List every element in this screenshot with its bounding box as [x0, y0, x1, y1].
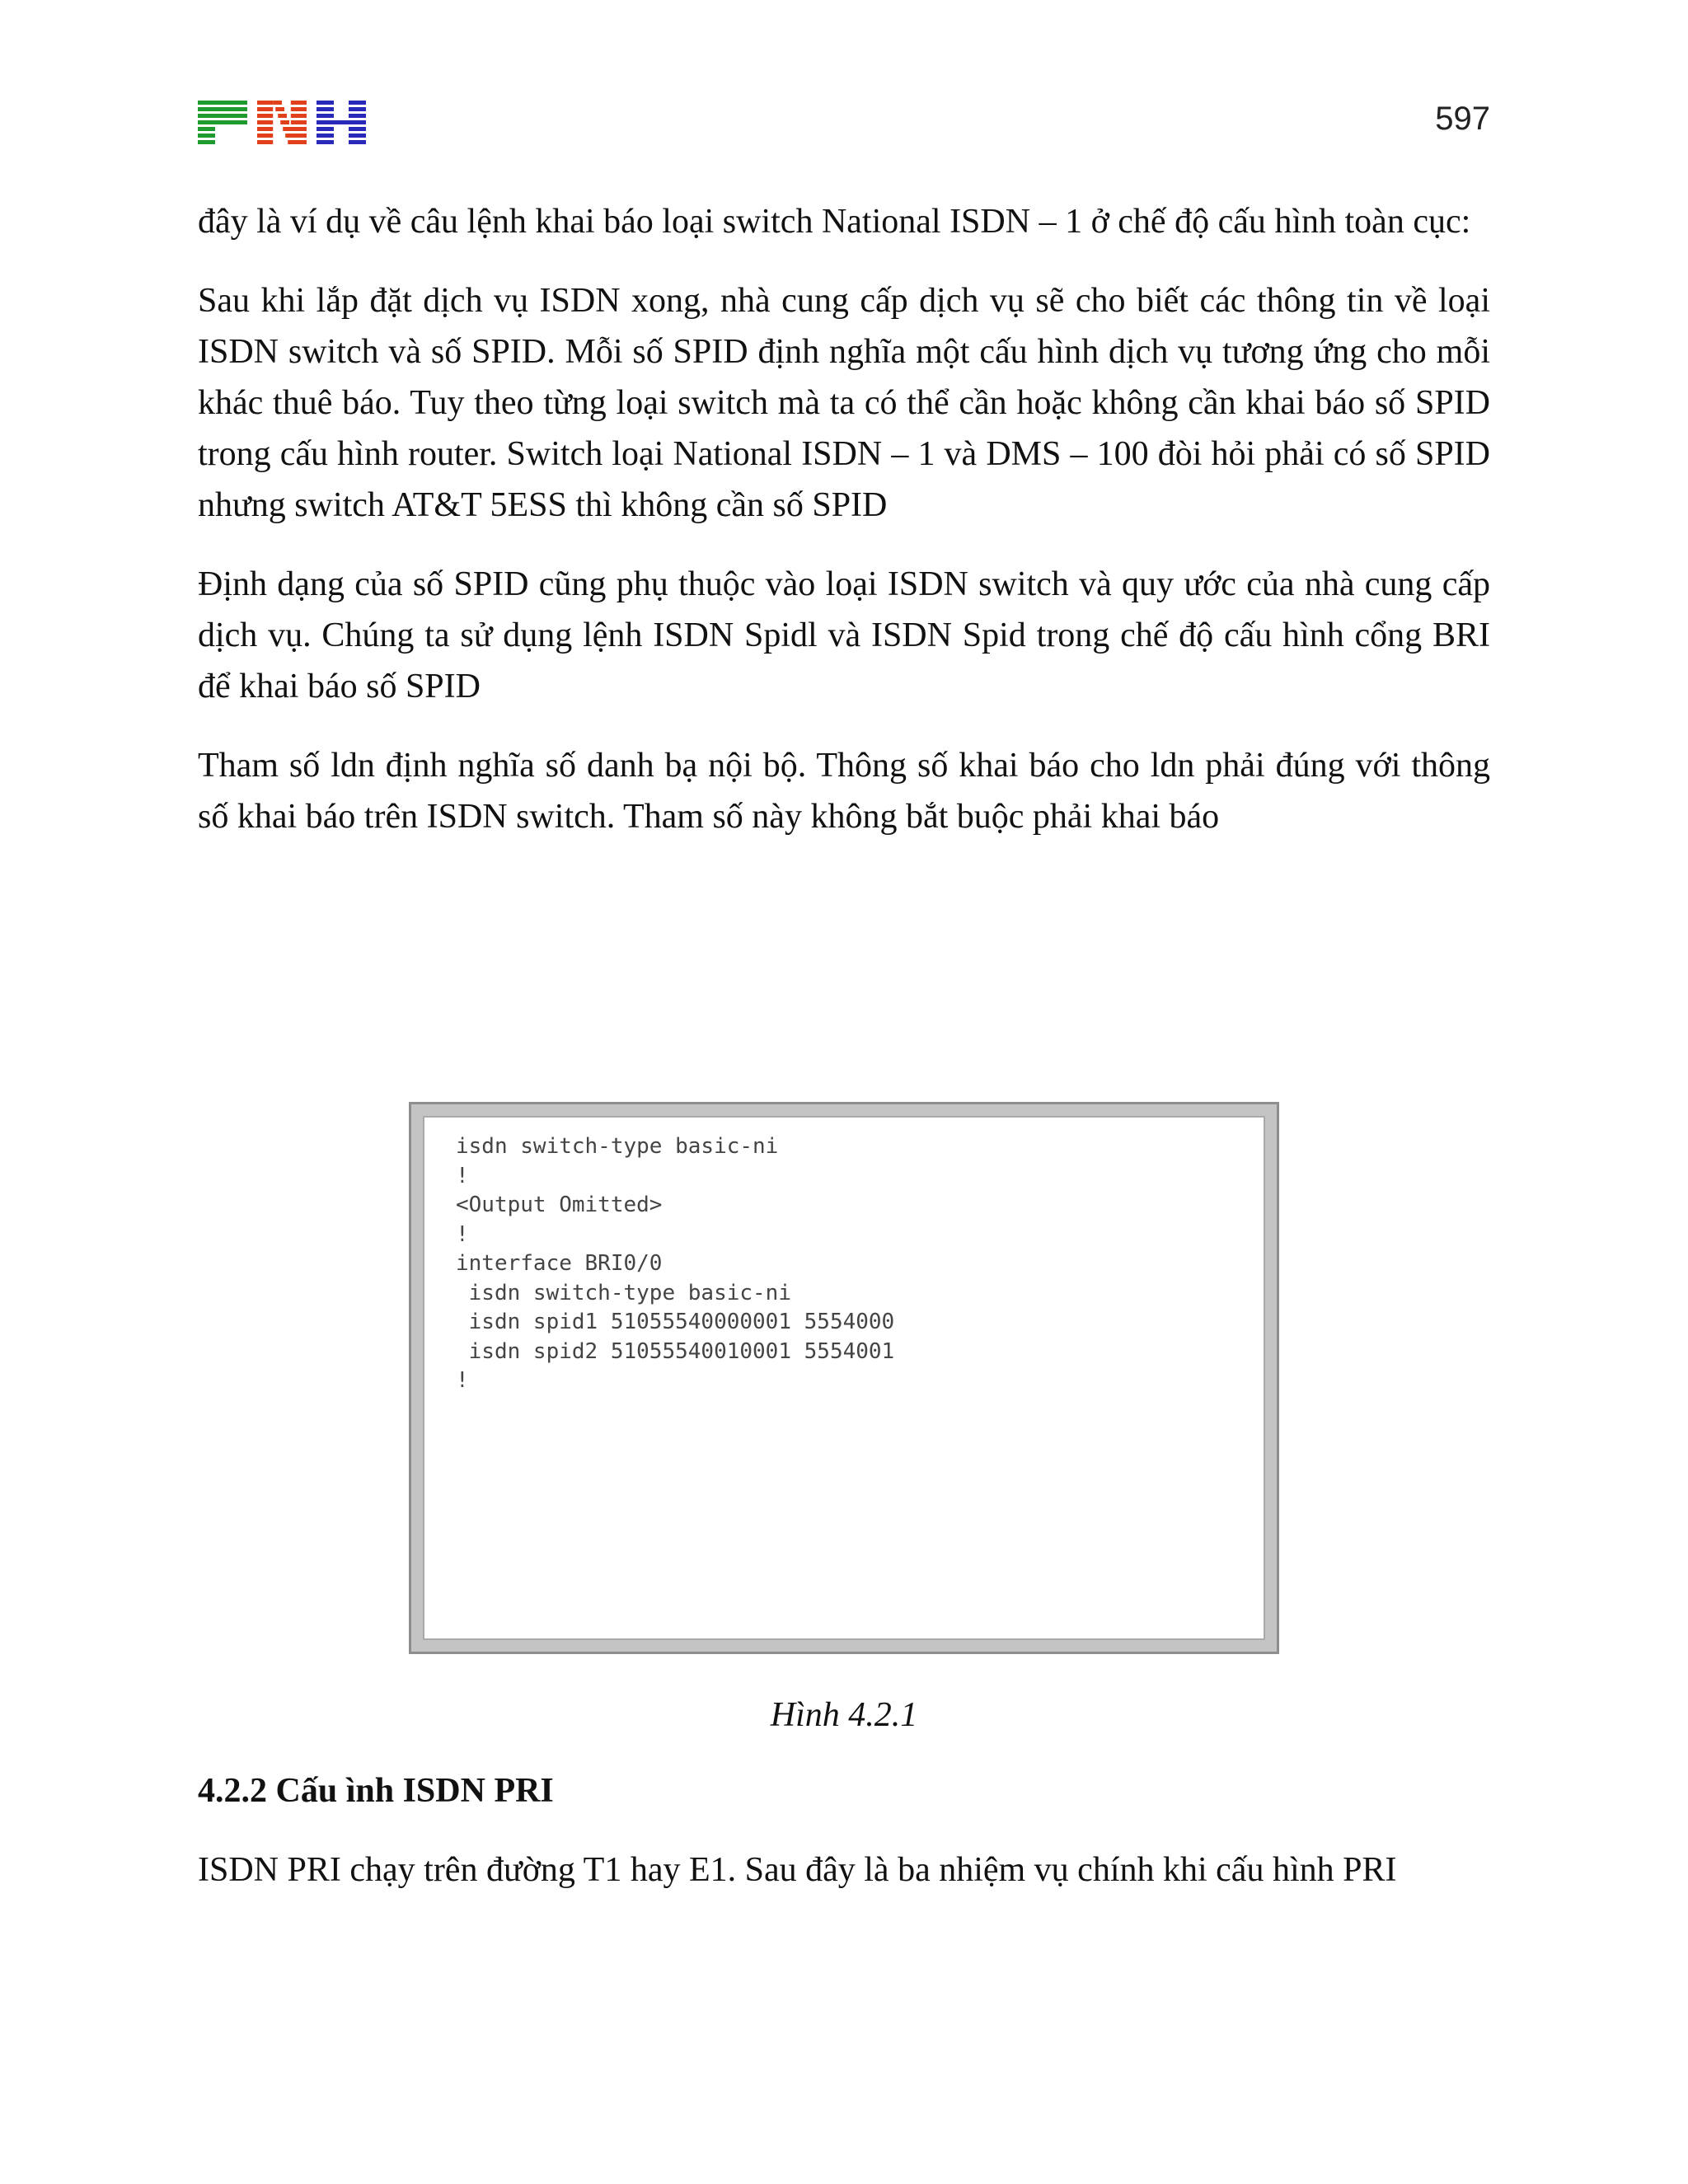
logo-stripe — [291, 127, 307, 131]
code-line: isdn spid1 51055540000001 5554000 — [456, 1310, 895, 1334]
logo-stripe — [198, 120, 247, 124]
paragraph-4: Tham số ldn định nghĩa số danh bạ nội bộ. Thông số khai báo cho ldn phải đúng với thông số khai báo trên ISDN switch. Tham số này không bắt buộc phải khai báo — [198, 747, 1490, 836]
logo-stripe — [198, 107, 247, 111]
code-line: isdn spid2 51055540010001 5554001 — [456, 1338, 895, 1364]
logo-stripe — [349, 134, 366, 138]
logo-stripe — [257, 127, 273, 131]
logo-stripe — [291, 107, 307, 111]
code-line: <Output Omitted> — [456, 1193, 663, 1217]
page-number: 597 — [1435, 101, 1490, 137]
logo-stripe — [316, 101, 334, 105]
logo-stripe — [198, 101, 247, 105]
code-line: isdn switch-type basic-ni — [456, 1280, 791, 1305]
code-line: ! — [456, 1221, 469, 1247]
logo-stripe — [283, 127, 292, 131]
logo-stripe — [316, 114, 334, 118]
logo-stripe — [291, 120, 307, 124]
logo-stripe — [257, 114, 273, 118]
section-paragraph: ISDN PRI chạy trên đường T1 hay E1. Sau đây là ba nhiệm vụ chính khi cấu hình PRI — [198, 1851, 1397, 1889]
pnh-logo — [198, 101, 367, 147]
code-listing — [423, 1116, 1265, 1640]
logo-stripe — [275, 107, 284, 111]
logo-stripe — [198, 140, 215, 144]
logo-stripe — [198, 114, 247, 118]
paragraph-1: đây là ví dụ về câu lệnh khai báo loại switch National ISDN – 1 ở chế độ cấu hình toàn cục: — [198, 203, 1471, 241]
logo-stripe — [291, 114, 307, 118]
logo-stripe — [316, 120, 366, 124]
logo-stripe — [257, 120, 273, 124]
logo-stripe — [198, 134, 215, 138]
section-body — [198, 1844, 1490, 1924]
logo-stripe — [257, 140, 273, 144]
paragraph-2: Sau khi lắp đặt dịch vụ ISDN xong, nhà cung cấp dịch vụ sẽ cho biết các thông tin về loại ISDN switch và số SPID. Mỗi số SPID định nghĩa một cấu hình dịch vụ tương ứng cho mỗi khác thuê báo. Tuy theo từng loại switch mà ta có thể cần hoặc không cần khai báo số SPID trong cấu hình router. Switch loại National ISDN – 1 và DMS – 100 đòi hỏi phải có số SPID nhưng switch AT&T 5ESS thì không cần số SPID — [198, 282, 1490, 524]
logo-stripe — [316, 127, 334, 131]
logo-stripe — [316, 107, 334, 111]
logo-stripe — [198, 127, 215, 131]
logo-stripe — [280, 120, 289, 124]
logo-stripe — [316, 134, 334, 138]
code-line: ! — [456, 1368, 469, 1393]
logo-stripe — [257, 107, 273, 111]
logo-stripe — [316, 140, 334, 144]
body-text — [198, 196, 1490, 870]
code-line: interface BRI0/0 — [456, 1251, 663, 1276]
logo-stripe — [349, 114, 366, 118]
logo-stripe — [349, 140, 366, 144]
logo-stripe — [285, 134, 294, 138]
figure-caption: Hình 4.2.1 — [770, 1696, 918, 1734]
logo-stripe — [349, 107, 366, 111]
logo-stripe — [349, 127, 366, 131]
logo-stripe — [288, 140, 297, 144]
logo-stripe — [349, 101, 366, 105]
logo-stripe — [257, 101, 273, 105]
section-heading: 4.2.2 Cấu ình ISDN PRI — [198, 1772, 554, 1810]
code-line: isdn switch-type basic-ni — [456, 1134, 779, 1159]
logo-stripe — [278, 114, 287, 118]
logo-stripe — [291, 101, 307, 105]
logo-stripe — [273, 101, 282, 105]
logo-stripe — [257, 134, 273, 138]
figure-frame — [409, 1102, 1279, 1654]
code-line: ! — [456, 1163, 469, 1188]
paragraph-3: Định dạng của số SPID cũng phụ thuộc vào loại ISDN switch và quy ước của nhà cung cấp dịch vụ. Chúng ta sử dụng lệnh ISDN Spidl và ISDN Spid trong chế độ cấu hình cổng BRI để khai báo số SPID — [198, 565, 1490, 705]
